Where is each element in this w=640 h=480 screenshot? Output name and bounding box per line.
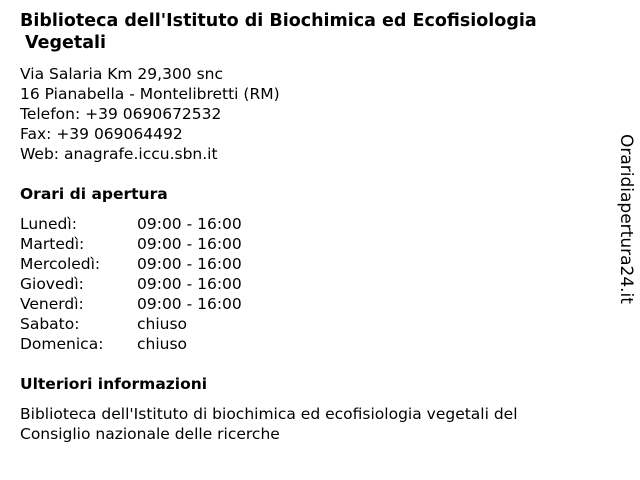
time-value: 09:00 - 16:00 xyxy=(137,255,242,273)
website: Web: anagrafe.iccu.sbn.it xyxy=(20,145,218,163)
title-line-1: Biblioteca dell'Istituto di Biochimica ed Ecofisiologia xyxy=(20,11,537,31)
city-address: 16 Pianabella - Montelibretti (RM) xyxy=(20,85,280,103)
hours-row-thursday xyxy=(20,274,242,294)
day-label: Venerdì: xyxy=(20,295,84,313)
phone-number: Telefon: +39 0690672532 xyxy=(20,105,222,123)
time-value: 09:00 - 16:00 xyxy=(137,215,242,233)
day-label: Giovedì: xyxy=(20,275,84,293)
hours-row-monday xyxy=(20,214,242,234)
day-label: Mercoledì: xyxy=(20,255,101,273)
day-label: Sabato: xyxy=(20,315,80,333)
hours-table xyxy=(20,214,242,354)
hours-row-friday xyxy=(20,294,242,314)
page-title xyxy=(20,10,620,54)
time-value: 09:00 - 16:00 xyxy=(137,295,242,313)
info-heading: Ulteriori informazioni xyxy=(20,375,208,393)
time-value: 09:00 - 16:00 xyxy=(137,235,242,253)
info-text: Biblioteca dell'Istituto di biochimica ed ecofisiologia vegetali del Consiglio nazionale delle ricerche xyxy=(20,405,518,443)
hours-row-tuesday xyxy=(20,234,242,254)
time-value: chiuso xyxy=(137,335,188,353)
address-block xyxy=(20,64,280,164)
day-label: Lunedì: xyxy=(20,215,77,233)
time-value: chiuso xyxy=(137,315,188,333)
hours-row-sunday xyxy=(20,334,242,354)
street-address: Via Salaria Km 29,300 snc xyxy=(20,65,224,83)
day-label: Domenica: xyxy=(20,335,104,353)
hours-heading: Orari di apertura xyxy=(20,185,168,203)
hours-row-saturday xyxy=(20,314,242,334)
title-line-2: Vegetali xyxy=(25,33,107,53)
fax-number: Fax: +39 069064492 xyxy=(20,125,183,143)
time-value: 09:00 - 16:00 xyxy=(137,275,242,293)
day-label: Martedì: xyxy=(20,235,85,253)
hours-row-wednesday xyxy=(20,254,242,274)
side-watermark: Oraridiapertura24.it xyxy=(616,134,636,304)
